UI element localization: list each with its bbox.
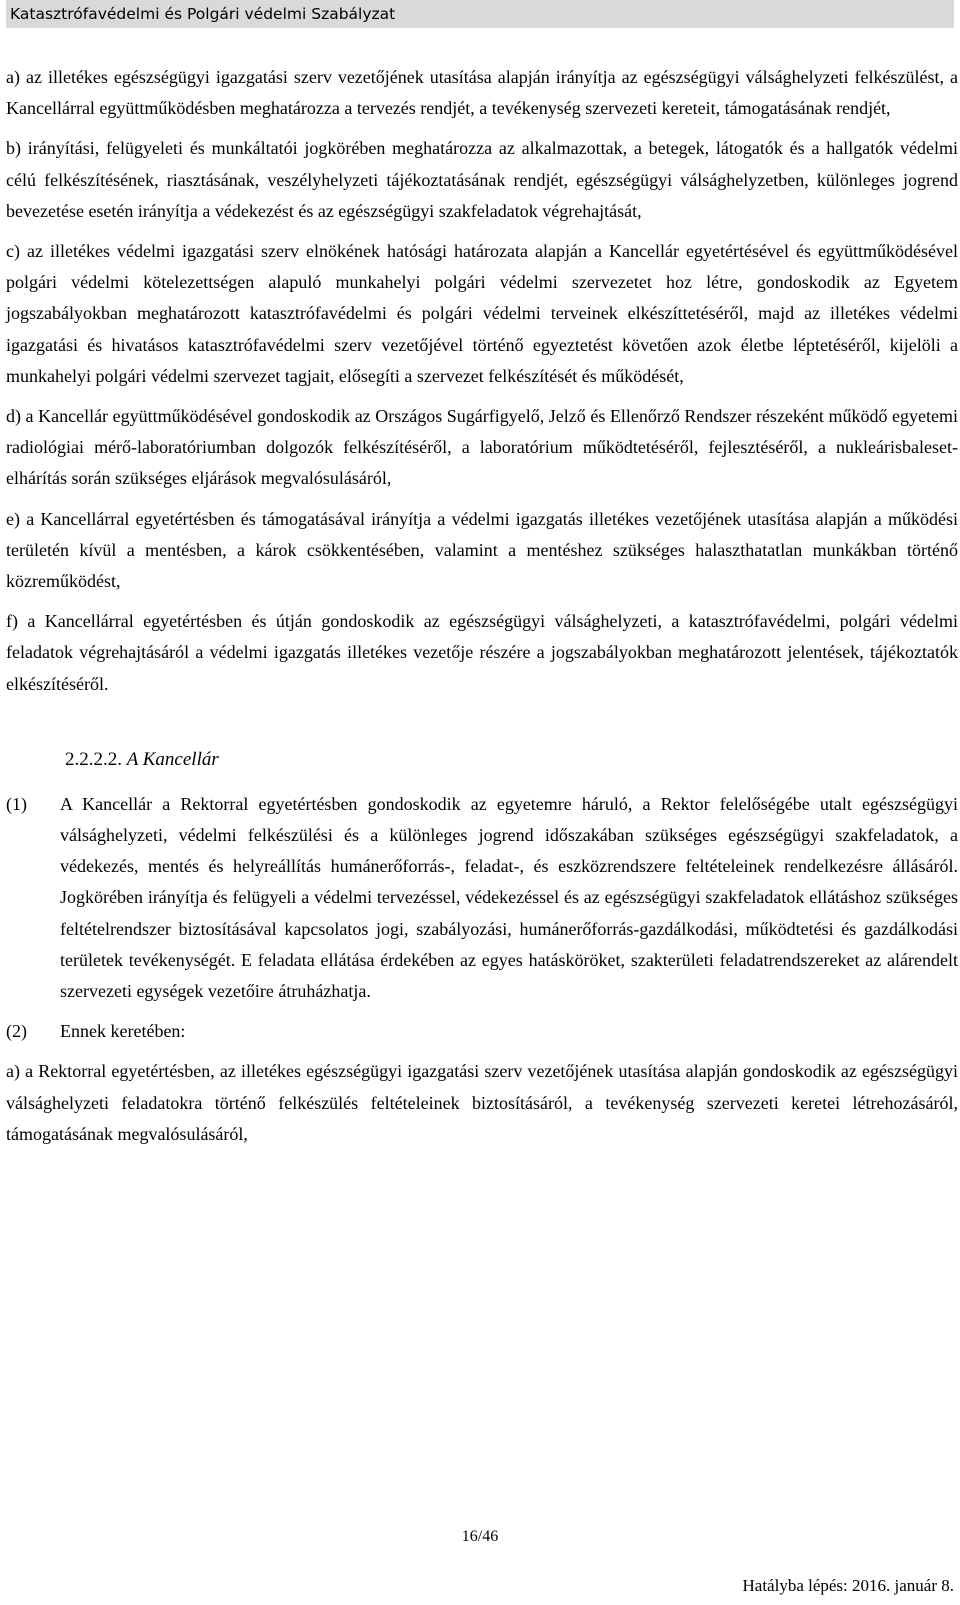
header-title: Katasztrófavédelmi és Polgári védelmi Szabályzat	[10, 5, 396, 23]
section-heading	[65, 744, 958, 775]
paragraph-a: a) az illetékes egészségügyi igazgatási szerv vezetőjének utasítása alapján irányítja az egészségügyi válsághelyzeti felkészülést, a Kancellárral együttműködésben meghatározza a tervezés rendjét, a tevékenység szervezeti kereteit, támogatásának rendjét,	[6, 67, 958, 119]
page-header	[6, 0, 954, 28]
paragraph-e: e) a Kancellárral egyetértésben és támogatásával irányítja a védelmi igazgatás illetékes vezetőjének utasítása alapján a működési területén kívül a mentésben, a károk csökkentésében, valamint a mentéshez szükséges halaszthatatlan munkákban történő közreműködést,	[6, 508, 958, 592]
item-number: (2)	[6, 1021, 27, 1042]
document-body	[6, 62, 958, 1150]
paragraph-d: d) a Kancellár együttműködésével gondoskodik az Országos Sugárfigyelő, Jelző és Ellenőrző Rendszer részeként működő egyetemi radiológiai mérő-laboratóriumban dolgozók felkészítéséről, a laboratórium működtetéséről, fejlesztéséről, a nukleárisbaleset-elhárítás során szükséges eljárások megvalósulásáról,	[6, 406, 958, 489]
section-title: A Kancellár	[126, 748, 219, 770]
item-text: Ennek keretében:	[60, 1021, 186, 1042]
page-number: 16/46	[461, 1528, 499, 1545]
paragraph-b: b) irányítási, felügyeleti és munkáltatói jogkörében meghatározza az alkalmazottak, a betegek, látogatók és a hallgatók védelmi célú felkészítésének, riasztásának, veszélyhelyzeti tájékoztatásának rendjét, egészségügyi válsághelyzetben, különleges jogrend bevezetése esetén irányítja a védekezést és az egészségügyi szakfeladatok végrehajtását,	[6, 138, 958, 221]
numbered-item	[6, 789, 958, 1007]
effective-date: Hatályba lépés: 2016. január 8.	[742, 1576, 954, 1595]
paragraph-f: f) a Kancellárral egyetértésben és útján gondoskodik az egészségügyi válsághelyzeti, a katasztrófavédelmi, polgári védelmi feladatok végrehajtásáról a védelmi igazgatás illetékes vezetője részére a jogszabályokban meghatározott jelentések, tájékoztatók elkészítéséről.	[6, 611, 958, 694]
section-number: 2.2.2.2.	[65, 748, 122, 770]
item-text: A Kancellár a Rektorral egyetértésben gondoskodik az egyetemre háruló, a Rektor felelőségébe utalt egészségügyi válsághelyzeti, védelmi felkészülési és a különleges jogrend időszakában szükséges egészségügyi szakfeladatok, a védekezés, mentés és helyreállítás humánerőforrás-, feladat-, és eszközrendszere feltételeinek rendelkezésre állásáról. Jogkörében irányítja és felügyeli a védelmi tervezéssel, védekezéssel és az egészségügyi szakfeladatok ellátáshoz szükséges feltételrendszer biztosításával kapcsolatos jogi, szabályozási, humánerőforrás-gazdálkodási, működtetési és gazdálkodási területek tevékenységét. E feladata ellátása érdekében az egyes hatásköröket, szakterületi feladatrendszereket az alárendelt szervezeti egységek vezetőire átruházhatja.	[60, 793, 958, 1002]
numbered-item	[6, 1016, 958, 1047]
paragraph-c: c) az illetékes védelmi igazgatási szerv elnökének hatósági határozata alapján a Kancellár egyetértésével és együttműködésével polgári védelmi kötelezettségen alapuló munkahelyi polgári védelmi szervezetet hoz létre, gondoskodik az Egyetem jogszabályokban meghatározott katasztrófavédelmi és polgári védelmi terveinek elkészíttetéséről, majd az illetékes védelmi igazgatási és hivatásos katasztrófavédelmi szerv vezetőjével történő egyeztetést követően azok életbe léptetéséről, kijelöli a munkahelyi polgári védelmi szervezet tagjait, elősegíti a szervezet felkészítését és működését,	[6, 241, 958, 386]
subparagraph-a: a) a Rektorral egyetértésben, az illetékes egészségügyi igazgatási szerv vezetőjének utasítása alapján gondoskodik az egészségügyi válsághelyzeti feladatokra történő felkészülés feltételeinek biztosításáról, a tevékenység szervezeti keretei létrehozásáról, támogatásának megvalósulásáról,	[6, 1061, 958, 1144]
item-number: (1)	[6, 793, 27, 814]
